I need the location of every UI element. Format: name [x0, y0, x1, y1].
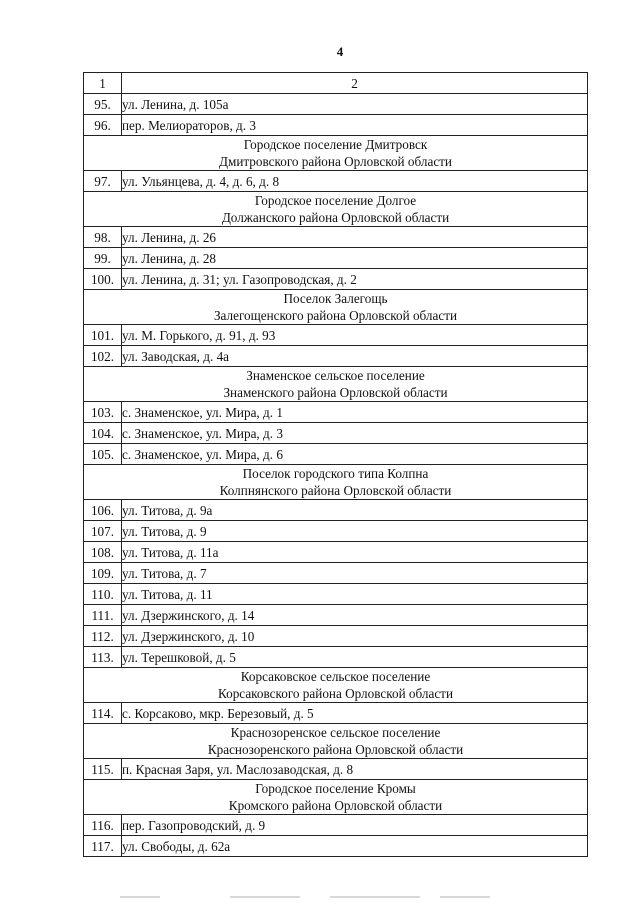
scan-artifact: [330, 896, 420, 898]
row-address: ул. Ленина, д. 105а: [122, 94, 588, 115]
table-row: [84, 836, 588, 857]
row-address: ул. Дзержинского, д. 14: [122, 605, 588, 626]
scan-artifact: [440, 896, 490, 898]
table-row: [84, 94, 588, 115]
table-row: [84, 605, 588, 626]
row-number: 106.: [84, 500, 122, 521]
row-address: пер. Газопроводский, д. 9: [122, 815, 588, 836]
section-title-line-1: Городское поселение Кромы: [255, 781, 416, 796]
section-title-line-1: Поселок Залегощь: [283, 291, 388, 306]
row-address: ул. Заводская, д. 4а: [122, 346, 588, 367]
row-number: 109.: [84, 563, 122, 584]
row-number: 99.: [84, 248, 122, 269]
address-table: [83, 72, 588, 857]
row-number: 97.: [84, 171, 122, 192]
row-address: ул. Титова, д. 11а: [122, 542, 588, 563]
header-col-2: 2: [122, 73, 588, 94]
section-title: [84, 136, 588, 171]
section-header-row: [84, 367, 588, 402]
section-title-line-1: Поселок городского типа Колпна: [242, 466, 429, 481]
section-title-line-2: Корсаковского района Орловской области: [217, 686, 454, 701]
row-address: ул. Ленина, д. 28: [122, 248, 588, 269]
row-address: ул. Титова, д. 7: [122, 563, 588, 584]
table-row: [84, 703, 588, 724]
table-row: [84, 227, 588, 248]
table-row: [84, 563, 588, 584]
row-number: 103.: [84, 402, 122, 423]
section-title-line-1: Знаменское сельское поселение: [246, 368, 425, 383]
row-number: 104.: [84, 423, 122, 444]
row-number: 98.: [84, 227, 122, 248]
section-title: [84, 668, 588, 703]
row-address: ул. Ленина, д. 26: [122, 227, 588, 248]
table-row: [84, 248, 588, 269]
section-header-row: [84, 780, 588, 815]
table-row: [84, 500, 588, 521]
table-row: [84, 584, 588, 605]
row-address: п. Красная Заря, ул. Маслозаводская, д. 8: [122, 759, 588, 780]
table-row: [84, 402, 588, 423]
table-row: [84, 423, 588, 444]
page-number: 4: [336, 44, 344, 59]
section-title: [84, 780, 588, 815]
section-header-row: [84, 136, 588, 171]
row-address: ул. Дзержинского, д. 10: [122, 626, 588, 647]
row-address: ул. Титова, д. 9: [122, 521, 588, 542]
section-title: [84, 192, 588, 227]
section-title: [84, 724, 588, 759]
section-title-line-1: Корсаковское сельское поселение: [240, 669, 431, 684]
section-title-line-1: Краснозоренское сельское поселение: [230, 725, 441, 740]
row-address: ул. М. Горького, д. 91, д. 93: [122, 325, 588, 346]
section-title-line-2: Краснозоренского района Орловской области: [207, 742, 464, 757]
table-row: [84, 647, 588, 668]
scan-artifact: [230, 896, 300, 898]
table-row: [84, 171, 588, 192]
section-title-line-1: Городское поселение Долгое: [254, 193, 417, 208]
row-address: с. Корсаково, мкр. Березовый, д. 5: [122, 703, 588, 724]
row-address: с. Знаменское, ул. Мира, д. 6: [122, 444, 588, 465]
table-row: [84, 346, 588, 367]
section-title-line-1: Городское поселение Дмитровск: [243, 137, 428, 152]
row-address: ул. Ульянцева, д. 4, д. 6, д. 8: [122, 171, 588, 192]
section-title-line-2: Залегощенского района Орловской области: [213, 308, 458, 323]
row-address: ул. Титова, д. 11: [122, 584, 588, 605]
row-address: ул. Ленина, д. 31; ул. Газопроводская, д. 2: [122, 269, 588, 290]
section-title: [84, 465, 588, 500]
section-header-row: [84, 290, 588, 325]
row-number: 107.: [84, 521, 122, 542]
row-address: ул. Терешковой, д. 5: [122, 647, 588, 668]
table-row: [84, 815, 588, 836]
row-number: 114.: [84, 703, 122, 724]
table-row: [84, 542, 588, 563]
row-address: ул. Свободы, д. 62а: [122, 836, 588, 857]
section-header-row: [84, 465, 588, 500]
row-number: 102.: [84, 346, 122, 367]
section-header-row: [84, 668, 588, 703]
table-row: [84, 626, 588, 647]
section-title-line-2: Кромского района Орловской области: [228, 798, 443, 813]
row-number: 110.: [84, 584, 122, 605]
section-title-line-2: Должанского района Орловской области: [221, 210, 450, 225]
row-number: 100.: [84, 269, 122, 290]
row-address: пер. Мелиораторов, д. 3: [122, 115, 588, 136]
row-number: 108.: [84, 542, 122, 563]
table-row: [84, 269, 588, 290]
section-title-line-2: Знаменского района Орловской области: [223, 385, 448, 400]
row-number: 96.: [84, 115, 122, 136]
address-table-body: [84, 73, 588, 857]
table-row: [84, 325, 588, 346]
header-col-1: 1: [84, 73, 122, 94]
row-number: 113.: [84, 647, 122, 668]
row-number: 117.: [84, 836, 122, 857]
table-row: [84, 521, 588, 542]
section-title: [84, 290, 588, 325]
row-address: с. Знаменское, ул. Мира, д. 3: [122, 423, 588, 444]
row-number: 112.: [84, 626, 122, 647]
row-number: 101.: [84, 325, 122, 346]
row-address: ул. Титова, д. 9а: [122, 500, 588, 521]
table-row: [84, 444, 588, 465]
section-header-row: [84, 192, 588, 227]
section-title-line-2: Колпнянского района Орловской области: [219, 483, 452, 498]
table-row: [84, 115, 588, 136]
table-row: [84, 759, 588, 780]
row-number: 111.: [84, 605, 122, 626]
row-number: 105.: [84, 444, 122, 465]
section-title: [84, 367, 588, 402]
row-number: 116.: [84, 815, 122, 836]
scan-artifact: [120, 896, 160, 898]
section-header-row: [84, 724, 588, 759]
section-title-line-2: Дмитровского района Орловской области: [218, 154, 452, 169]
row-number: 95.: [84, 94, 122, 115]
row-address: с. Знаменское, ул. Мира, д. 1: [122, 402, 588, 423]
table-header-row: [84, 73, 588, 94]
row-number: 115.: [84, 759, 122, 780]
